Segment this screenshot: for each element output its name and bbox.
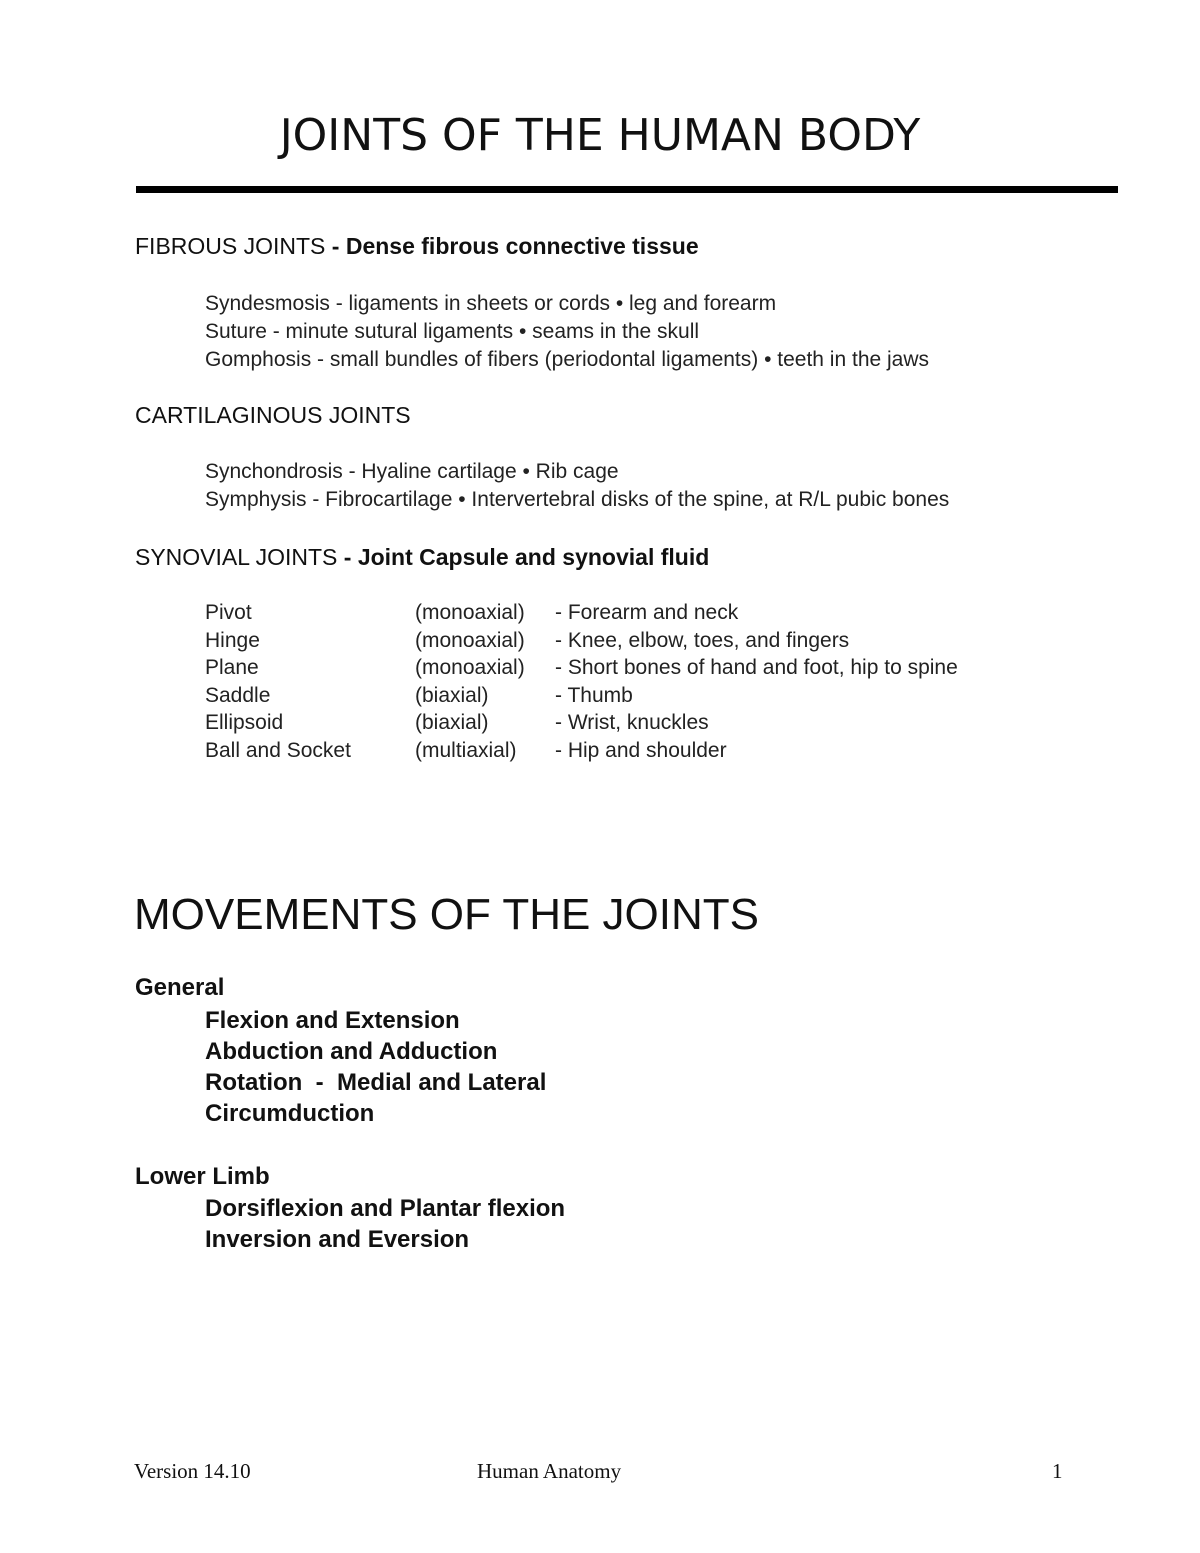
list-item: Dorsiflexion and Plantar flexion [205, 1195, 566, 1222]
table-row [205, 709, 958, 737]
list-item: Rotation - Medial and Lateral [205, 1069, 547, 1096]
joint-description: - Forearm and neck [555, 601, 739, 624]
joint-description: - Wrist, knuckles [555, 711, 709, 735]
list-item: Inversion and Eversion [205, 1226, 470, 1253]
lower-limb-movements-label: Lower Limb [135, 1163, 270, 1190]
list-item: Flexion and Extension [205, 1007, 460, 1034]
joint-axis: (monoaxial) [415, 628, 525, 652]
fibrous-joints-list [205, 290, 929, 374]
table-row [205, 627, 958, 655]
list-item: Gomphosis - small bundles of fibers (periodontal ligaments) • teeth in the jaws [205, 348, 930, 371]
list-item: Circumduction [205, 1100, 375, 1127]
joint-axis: (multiaxial) [415, 738, 517, 762]
table-row [205, 682, 958, 710]
joint-description: - Hip and shoulder [555, 738, 727, 762]
footer-version: Version 14.10 [134, 1459, 251, 1483]
joint-name: Saddle [205, 683, 271, 707]
joint-name: Ellipsoid [205, 711, 284, 735]
joint-axis: (monoaxial) [415, 656, 525, 680]
lower-limb-movements-list [205, 1193, 565, 1255]
list-item: Abduction and Adduction [205, 1038, 498, 1065]
cartilaginous-joints-heading [135, 400, 411, 430]
joint-name: Plane [205, 656, 259, 680]
synovial-joints-subtitle: - Joint Capsule and synovial fluid [337, 544, 710, 570]
cartilaginous-joints-title: CARTILAGINOUS JOINTS [135, 402, 411, 428]
synovial-joints-heading [135, 542, 709, 572]
joint-description: - Knee, elbow, toes, and fingers [555, 628, 850, 652]
joint-description: - Short bones of hand and foot, hip to spine [555, 656, 958, 680]
title-divider [136, 186, 1118, 193]
list-item: Symphysis - Fibrocartilage • Intervertebral disks of the spine, at R/L pubic bones [205, 488, 950, 511]
joint-axis: (biaxial) [415, 683, 489, 707]
synovial-joints-title: SYNOVIAL JOINTS [135, 544, 338, 570]
cartilaginous-joints-list [205, 458, 949, 514]
footer-subject: Human Anatomy [477, 1459, 622, 1483]
list-item: Syndesmosis - ligaments in sheets or cords • leg and forearm [205, 292, 777, 315]
page-footer [0, 1456, 1200, 1486]
joint-description: - Thumb [555, 683, 633, 707]
movements-heading: MOVEMENTS OF THE JOINTS [134, 890, 760, 939]
table-row [205, 599, 958, 627]
joint-name: Pivot [205, 601, 252, 624]
synovial-joints-table [205, 599, 958, 765]
general-movements-list [205, 1005, 546, 1129]
footer-page-number: 1 [1052, 1459, 1063, 1483]
fibrous-joints-subtitle: - Dense fibrous connective tissue [325, 233, 699, 259]
table-row [205, 737, 958, 765]
joint-axis: (biaxial) [415, 711, 489, 735]
list-item: Suture - minute sutural ligaments • seams in the skull [205, 320, 700, 343]
fibrous-joints-heading [135, 231, 699, 261]
page-title: JOINTS OF THE HUMAN BODY [279, 110, 921, 161]
fibrous-joints-title: FIBROUS JOINTS [135, 233, 326, 259]
joint-name: Hinge [205, 628, 260, 652]
general-movements-label: General [135, 974, 225, 1001]
joint-axis: (monoaxial) [415, 601, 525, 624]
joint-name: Ball and Socket [205, 738, 351, 762]
table-row [205, 654, 958, 682]
list-item: Synchondrosis - Hyaline cartilage • Rib cage [205, 460, 619, 483]
